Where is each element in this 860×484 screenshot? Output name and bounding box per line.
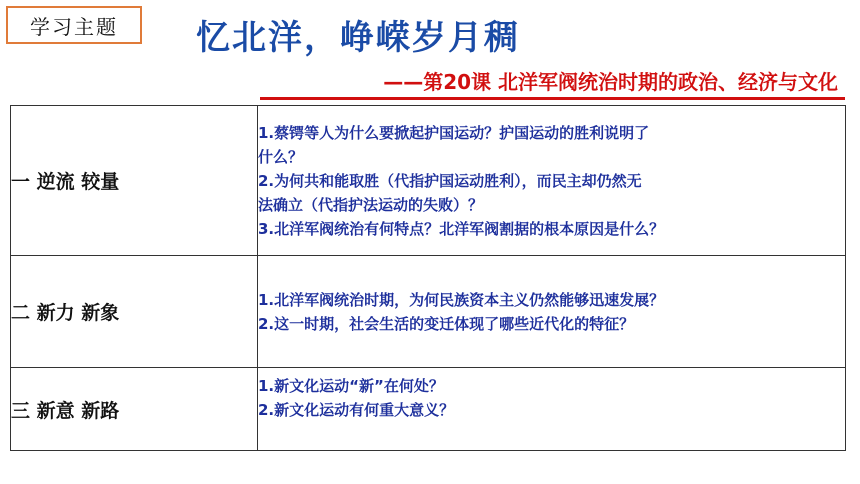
- question-cell: [258, 256, 846, 368]
- question-line: 2.新文化运动有何重大意义？: [258, 401, 455, 419]
- question-line: 法确立（代指护法运动的失败）？: [258, 195, 484, 214]
- page-title: 忆北洋，峥嵘岁月稠: [196, 18, 520, 58]
- table-row: [11, 106, 846, 256]
- question-line: 2.这一时期，社会生活的变迁体现了哪些近代化的特征？: [258, 314, 635, 333]
- topics-table: [10, 105, 846, 451]
- lesson-subtitle: ——第20课 北洋军阀统治时期的政治、经济与文化: [383, 70, 838, 94]
- table-row: [11, 368, 846, 451]
- section-label: 三 新意 新路: [11, 368, 258, 451]
- section-label: 二 新力 新象: [11, 256, 258, 368]
- question-cell: [258, 106, 846, 256]
- section-label: 一 逆流 较量: [11, 106, 258, 256]
- table-row: [11, 256, 846, 368]
- subtitle-underline: [260, 97, 845, 100]
- question-line: 1.蔡锷等人为什么要掀起护国运动？护国运动的胜利说明了: [258, 123, 650, 142]
- question-line: 2.为何共和能取胜（代指护国运动胜利），而民主却仍然无: [258, 171, 642, 190]
- question-cell: [258, 368, 846, 451]
- topic-tag: 学习主题: [6, 6, 142, 44]
- question-line: 3.北洋军阀统治有何特点？北洋军阀割据的根本原因是什么？: [258, 219, 665, 238]
- question-line: 什么？: [258, 147, 304, 166]
- question-line: 1.新文化运动“新”在何处？: [258, 377, 444, 395]
- question-line: 1.北洋军阀统治时期，为何民族资本主义仍然能够迅速发展？: [258, 290, 665, 309]
